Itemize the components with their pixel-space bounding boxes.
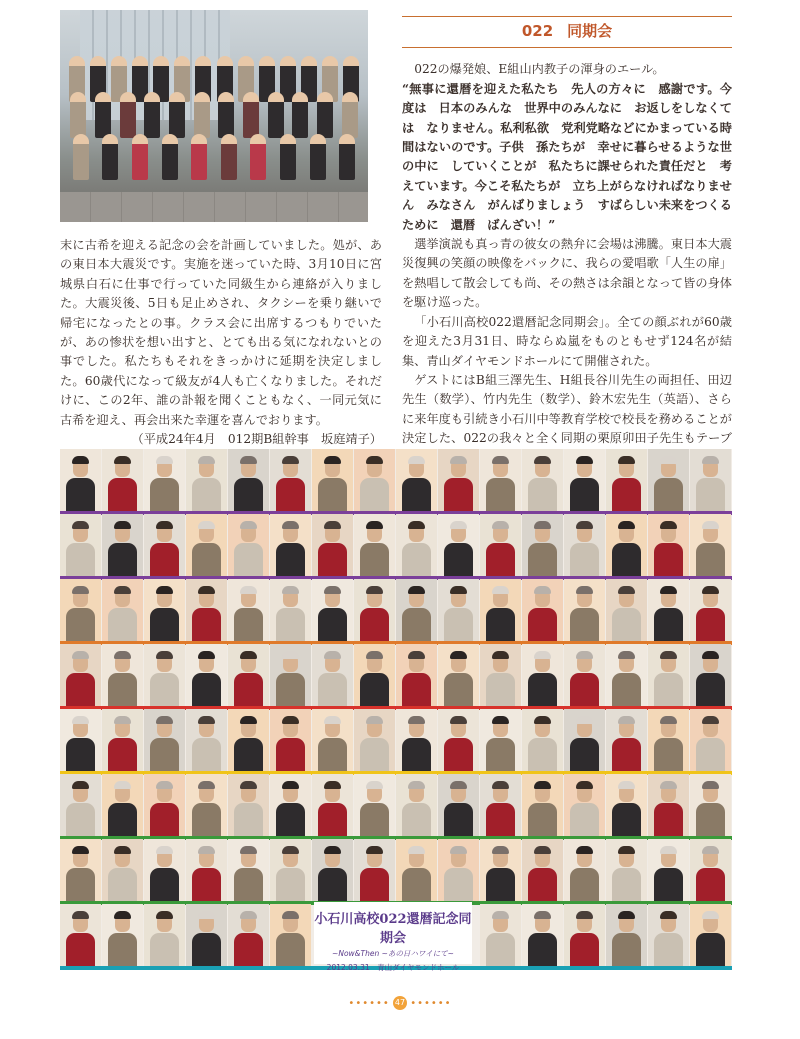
portrait-cell <box>606 449 647 511</box>
left-text-column <box>60 236 382 449</box>
portrait-cell <box>690 644 731 706</box>
portrait-cell <box>228 579 269 641</box>
portrait-cell <box>312 579 353 641</box>
paragraph-4: ゲストにはB組三澤先生、H組長谷川先生の両担任、田辺先生（数学）、竹内先生（数学）、鈴木宏先生（英語）、さらに来年度も引続き小石川中等教育学校で校長を務めることが決定した、022の我々と全く同期の栗原卯田子先生もテーブ <box>402 372 732 446</box>
portrait-cell <box>606 839 647 901</box>
portrait-cell <box>396 579 437 641</box>
mosaic-title: 小石川高校022還暦記念同期会 <box>314 912 472 946</box>
portrait-cell <box>228 774 269 836</box>
portrait-cell <box>144 579 185 641</box>
portrait-cell <box>60 839 101 901</box>
portrait-cell <box>396 774 437 836</box>
portrait-cell <box>606 644 647 706</box>
portrait-cell <box>522 514 563 576</box>
page-number-value: 47 <box>393 996 407 1010</box>
portrait-cell <box>60 514 101 576</box>
portrait-cell <box>606 904 647 966</box>
portrait-cell <box>438 644 479 706</box>
portrait-cell <box>228 709 269 771</box>
portrait-cell <box>60 904 101 966</box>
portrait-cell <box>690 514 731 576</box>
portrait-cell <box>270 774 311 836</box>
portrait-cell <box>480 514 521 576</box>
portrait-cell <box>690 449 731 511</box>
photo-row-middle <box>66 92 362 140</box>
portrait-cell <box>102 904 143 966</box>
portrait-cell <box>690 579 731 641</box>
portrait-cell <box>438 579 479 641</box>
portrait-cell <box>228 839 269 901</box>
portrait-cell <box>522 839 563 901</box>
portrait-cell <box>102 579 143 641</box>
portrait-cell <box>60 709 101 771</box>
portrait-cell <box>564 579 605 641</box>
portrait-cell <box>438 839 479 901</box>
portrait-cell <box>648 904 689 966</box>
portrait-cell <box>312 514 353 576</box>
photo-row-front <box>66 134 362 182</box>
portrait-cell <box>228 514 269 576</box>
heading-number: 022 <box>521 22 554 40</box>
portrait-cell <box>564 514 605 576</box>
portrait-cell <box>480 579 521 641</box>
portrait-cell <box>438 514 479 576</box>
portrait-cell <box>354 514 395 576</box>
portrait-cell <box>144 449 185 511</box>
portrait-cell <box>480 644 521 706</box>
portrait-cell <box>186 904 227 966</box>
portrait-cell <box>102 774 143 836</box>
portrait-cell <box>144 514 185 576</box>
portrait-cell <box>522 709 563 771</box>
portrait-cell <box>186 449 227 511</box>
portrait-cell <box>312 709 353 771</box>
portrait-cell <box>102 839 143 901</box>
portrait-cell <box>354 644 395 706</box>
portrait-cell <box>690 774 731 836</box>
portrait-cell <box>396 644 437 706</box>
portrait-cell <box>480 709 521 771</box>
portrait-cell <box>144 709 185 771</box>
portrait-cell <box>354 774 395 836</box>
portrait-cell <box>186 579 227 641</box>
portrait-cell <box>690 904 731 966</box>
portrait-cell <box>270 709 311 771</box>
portrait-cell <box>102 644 143 706</box>
portrait-cell <box>228 904 269 966</box>
portrait-cell <box>564 449 605 511</box>
heading-title: 同期会 <box>567 22 613 40</box>
portrait-cell <box>606 514 647 576</box>
portrait-cell <box>228 644 269 706</box>
portrait-cell <box>648 514 689 576</box>
portrait-cell <box>186 839 227 901</box>
portrait-cell <box>102 514 143 576</box>
portrait-cell <box>522 579 563 641</box>
portrait-cell <box>60 774 101 836</box>
portrait-cell <box>564 774 605 836</box>
portrait-cell <box>564 904 605 966</box>
portrait-cell <box>270 449 311 511</box>
photo-ground <box>60 192 368 222</box>
portrait-cell <box>270 644 311 706</box>
portrait-cell <box>60 449 101 511</box>
portrait-cell <box>648 449 689 511</box>
portrait-cell <box>522 449 563 511</box>
right-text-column <box>402 16 732 468</box>
mosaic-title-box <box>314 902 472 972</box>
portrait-cell <box>270 904 311 966</box>
portrait-cell <box>270 579 311 641</box>
portrait-cell <box>690 709 731 771</box>
portrait-cell <box>648 839 689 901</box>
portrait-cell <box>648 644 689 706</box>
portrait-cell <box>438 449 479 511</box>
portrait-cell <box>354 449 395 511</box>
portrait-cell <box>270 839 311 901</box>
portrait-cell <box>312 839 353 901</box>
portrait-cell <box>606 709 647 771</box>
portrait-cell <box>480 839 521 901</box>
portrait-cell <box>312 449 353 511</box>
portrait-cell <box>564 644 605 706</box>
mosaic-subtitle: ~Now&Then ~あの日ハワイにて~ <box>332 949 454 958</box>
section-heading <box>402 16 732 48</box>
portrait-cell <box>144 774 185 836</box>
portrait-cell <box>564 709 605 771</box>
portrait-cell <box>480 449 521 511</box>
portrait-cell <box>438 774 479 836</box>
portrait-cell <box>144 644 185 706</box>
portrait-cell <box>354 709 395 771</box>
portrait-cell <box>60 579 101 641</box>
portrait-cell <box>186 514 227 576</box>
portrait-cell <box>648 579 689 641</box>
portrait-cell <box>648 774 689 836</box>
left-body-text: 末に古希を迎える記念の会を計画していました。処が、あの東日本大震災です。実施を迷っていた時、3月10日に宮城県白石に仕事で行っていた同級生から連絡が入りました。大震災後、5日も足止めされ、タクシーを乗り継いで帰宅になったとの事。クラス会に出席するつもりでいたが、あの惨状を想い出すと、とても出る気になれないとの事でした。私たちもそれをきっかけに延期を決定しました。60歳代になって級友が4人も亡くなりました。それだけに、この2年、誰の訃報を聞くこともなく、一同元気に古希を迎え、再会出来た幸運を喜んでおります。 <box>60 238 382 427</box>
portrait-cell <box>228 449 269 511</box>
portrait-cell <box>522 774 563 836</box>
signature: （平成24年4月 012期B組幹事 坂庭靖子） <box>131 432 382 447</box>
page-number: •••••• 47 •••••• <box>348 998 452 1009</box>
paragraph-2: 選挙演説も真っ青の彼女の熱弁に会場は沸騰。東日本大震災復興の笑顔の映像をバックに、我らの愛唱歌「人生の扉」を熱唱して散会しても尚、その熱さは余韻となって皆の身体を駆け巡った。 <box>402 237 732 310</box>
portrait-cell <box>396 449 437 511</box>
portrait-cell <box>186 644 227 706</box>
portrait-cell <box>102 709 143 771</box>
portrait-cell <box>312 644 353 706</box>
group-photo <box>60 10 368 222</box>
portrait-cell <box>144 839 185 901</box>
portrait-cell <box>312 774 353 836</box>
portrait-cell <box>606 774 647 836</box>
portrait-cell <box>480 774 521 836</box>
portrait-cell <box>60 644 101 706</box>
intro-paragraph: 022の爆発娘、E組山内教子の渾身のエール。 <box>414 62 665 77</box>
portrait-cell <box>690 839 731 901</box>
portrait-cell <box>522 644 563 706</box>
portrait-mosaic <box>60 449 732 967</box>
portrait-cell <box>480 904 521 966</box>
portrait-cell <box>354 579 395 641</box>
portrait-cell <box>186 709 227 771</box>
portrait-cell <box>102 449 143 511</box>
portrait-cell <box>396 839 437 901</box>
paragraph-3: 「小石川高校022還暦記念同期会」。全ての顔ぶれが60歳を迎えた3月31日、時ならぬ嵐をものともせず124名が結集、青山ダイヤモンドホールにて開催された。 <box>402 314 732 368</box>
mosaic-date-venue: 2012.03.31 青山ダイヤモンドホール <box>326 963 460 972</box>
portrait-cell <box>648 709 689 771</box>
quote-paragraph: “無事に還暦を迎えた私たち 先人の方々に 感謝です。今度は 日本のみんな 世界中のみんなに お返しをしなくては なりません。私利私欲 党利党略などにかまっている時間はないのです。子供 孫たちが 幸せに暮らせるような世の中に していくことが 私たちに課せられた責任だと 考えています。今こそ私たちが 立ち上がらなければなりません みなさん がんばりましょう すばらしい未来をつくるために 還暦 ばんざい！” <box>402 81 732 232</box>
portrait-cell <box>438 709 479 771</box>
portrait-cell <box>396 514 437 576</box>
portrait-cell <box>354 839 395 901</box>
portrait-cell <box>270 514 311 576</box>
portrait-cell <box>522 904 563 966</box>
portrait-cell <box>186 774 227 836</box>
portrait-cell <box>564 839 605 901</box>
portrait-cell <box>396 709 437 771</box>
portrait-cell <box>606 579 647 641</box>
portrait-cell <box>144 904 185 966</box>
